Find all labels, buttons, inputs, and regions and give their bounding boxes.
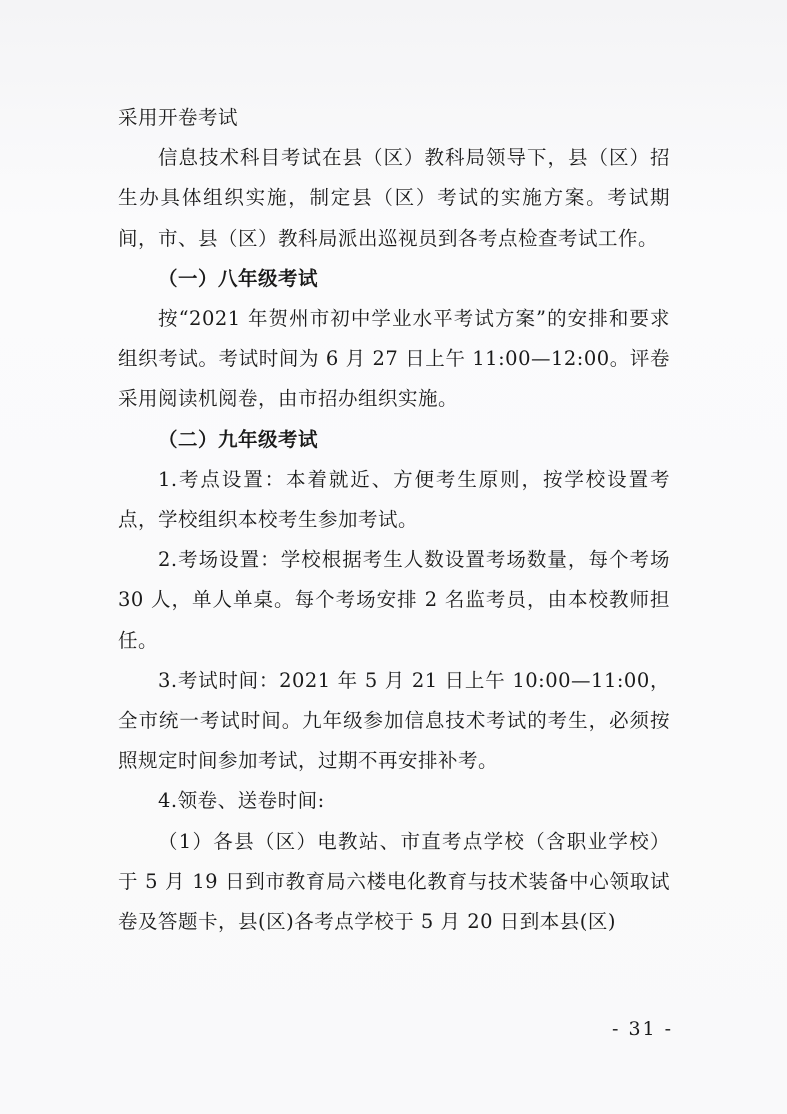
heading-grade-8: （一）八年级考试 (158, 266, 319, 290)
document-body (118, 98, 670, 942)
paragraph-paper-delivery-title: 4.领卷、送卷时间: (158, 789, 325, 813)
paragraph-exam-site: 1.考点设置：本着就近、方便考生原则，按学校设置考点，学校组织本校考生参加考试。 (118, 467, 670, 532)
paragraph-organization: 信息技术科目考试在县（区）教科局领导下，县（区）招生办具体组织实施，制定县（区）考试的实施方案。考试期间，市、县（区）教科局派出巡视员到各考点检查考试工作。 (118, 146, 670, 250)
paragraph-paper-delivery-detail: （1）各县（区）电教站、市直考点学校（含职业学校）于 5 月 19 日到市教育局六楼电化教育与技术装备中心领取试卷及答题卡，县(区)各考点学校于 5 月 20 日到本县(区) (118, 829, 670, 934)
paragraph-exam-mode: 采用开卷考试 (118, 106, 239, 129)
paragraph-grade-8-exam: 按“2021 年贺州市初中学业水平考试方案”的安排和要求组织考试。考试时间为 6 月 27 日上午 11:00—12:00。评卷采用阅读机阅卷，由市招办组织实施。 (118, 307, 670, 411)
paragraph-exam-room: 2.考场设置：学校根据考生人数设置考场数量，每个考场 30 人，单人单桌。每个考场安排 2 名监考员，由本校教师担任。 (118, 548, 670, 652)
page-number: - 31 - (612, 1018, 674, 1040)
paragraph-exam-time: 3.考试时间：2021 年 5 月 21 日上午 10:00—11:00，全市统一考试时间。九年级参加信息技术考试的考生，必须按照规定时间参加考试，过期不再安排补考。 (118, 668, 670, 773)
heading-grade-9: （二）九年级考试 (158, 427, 319, 451)
